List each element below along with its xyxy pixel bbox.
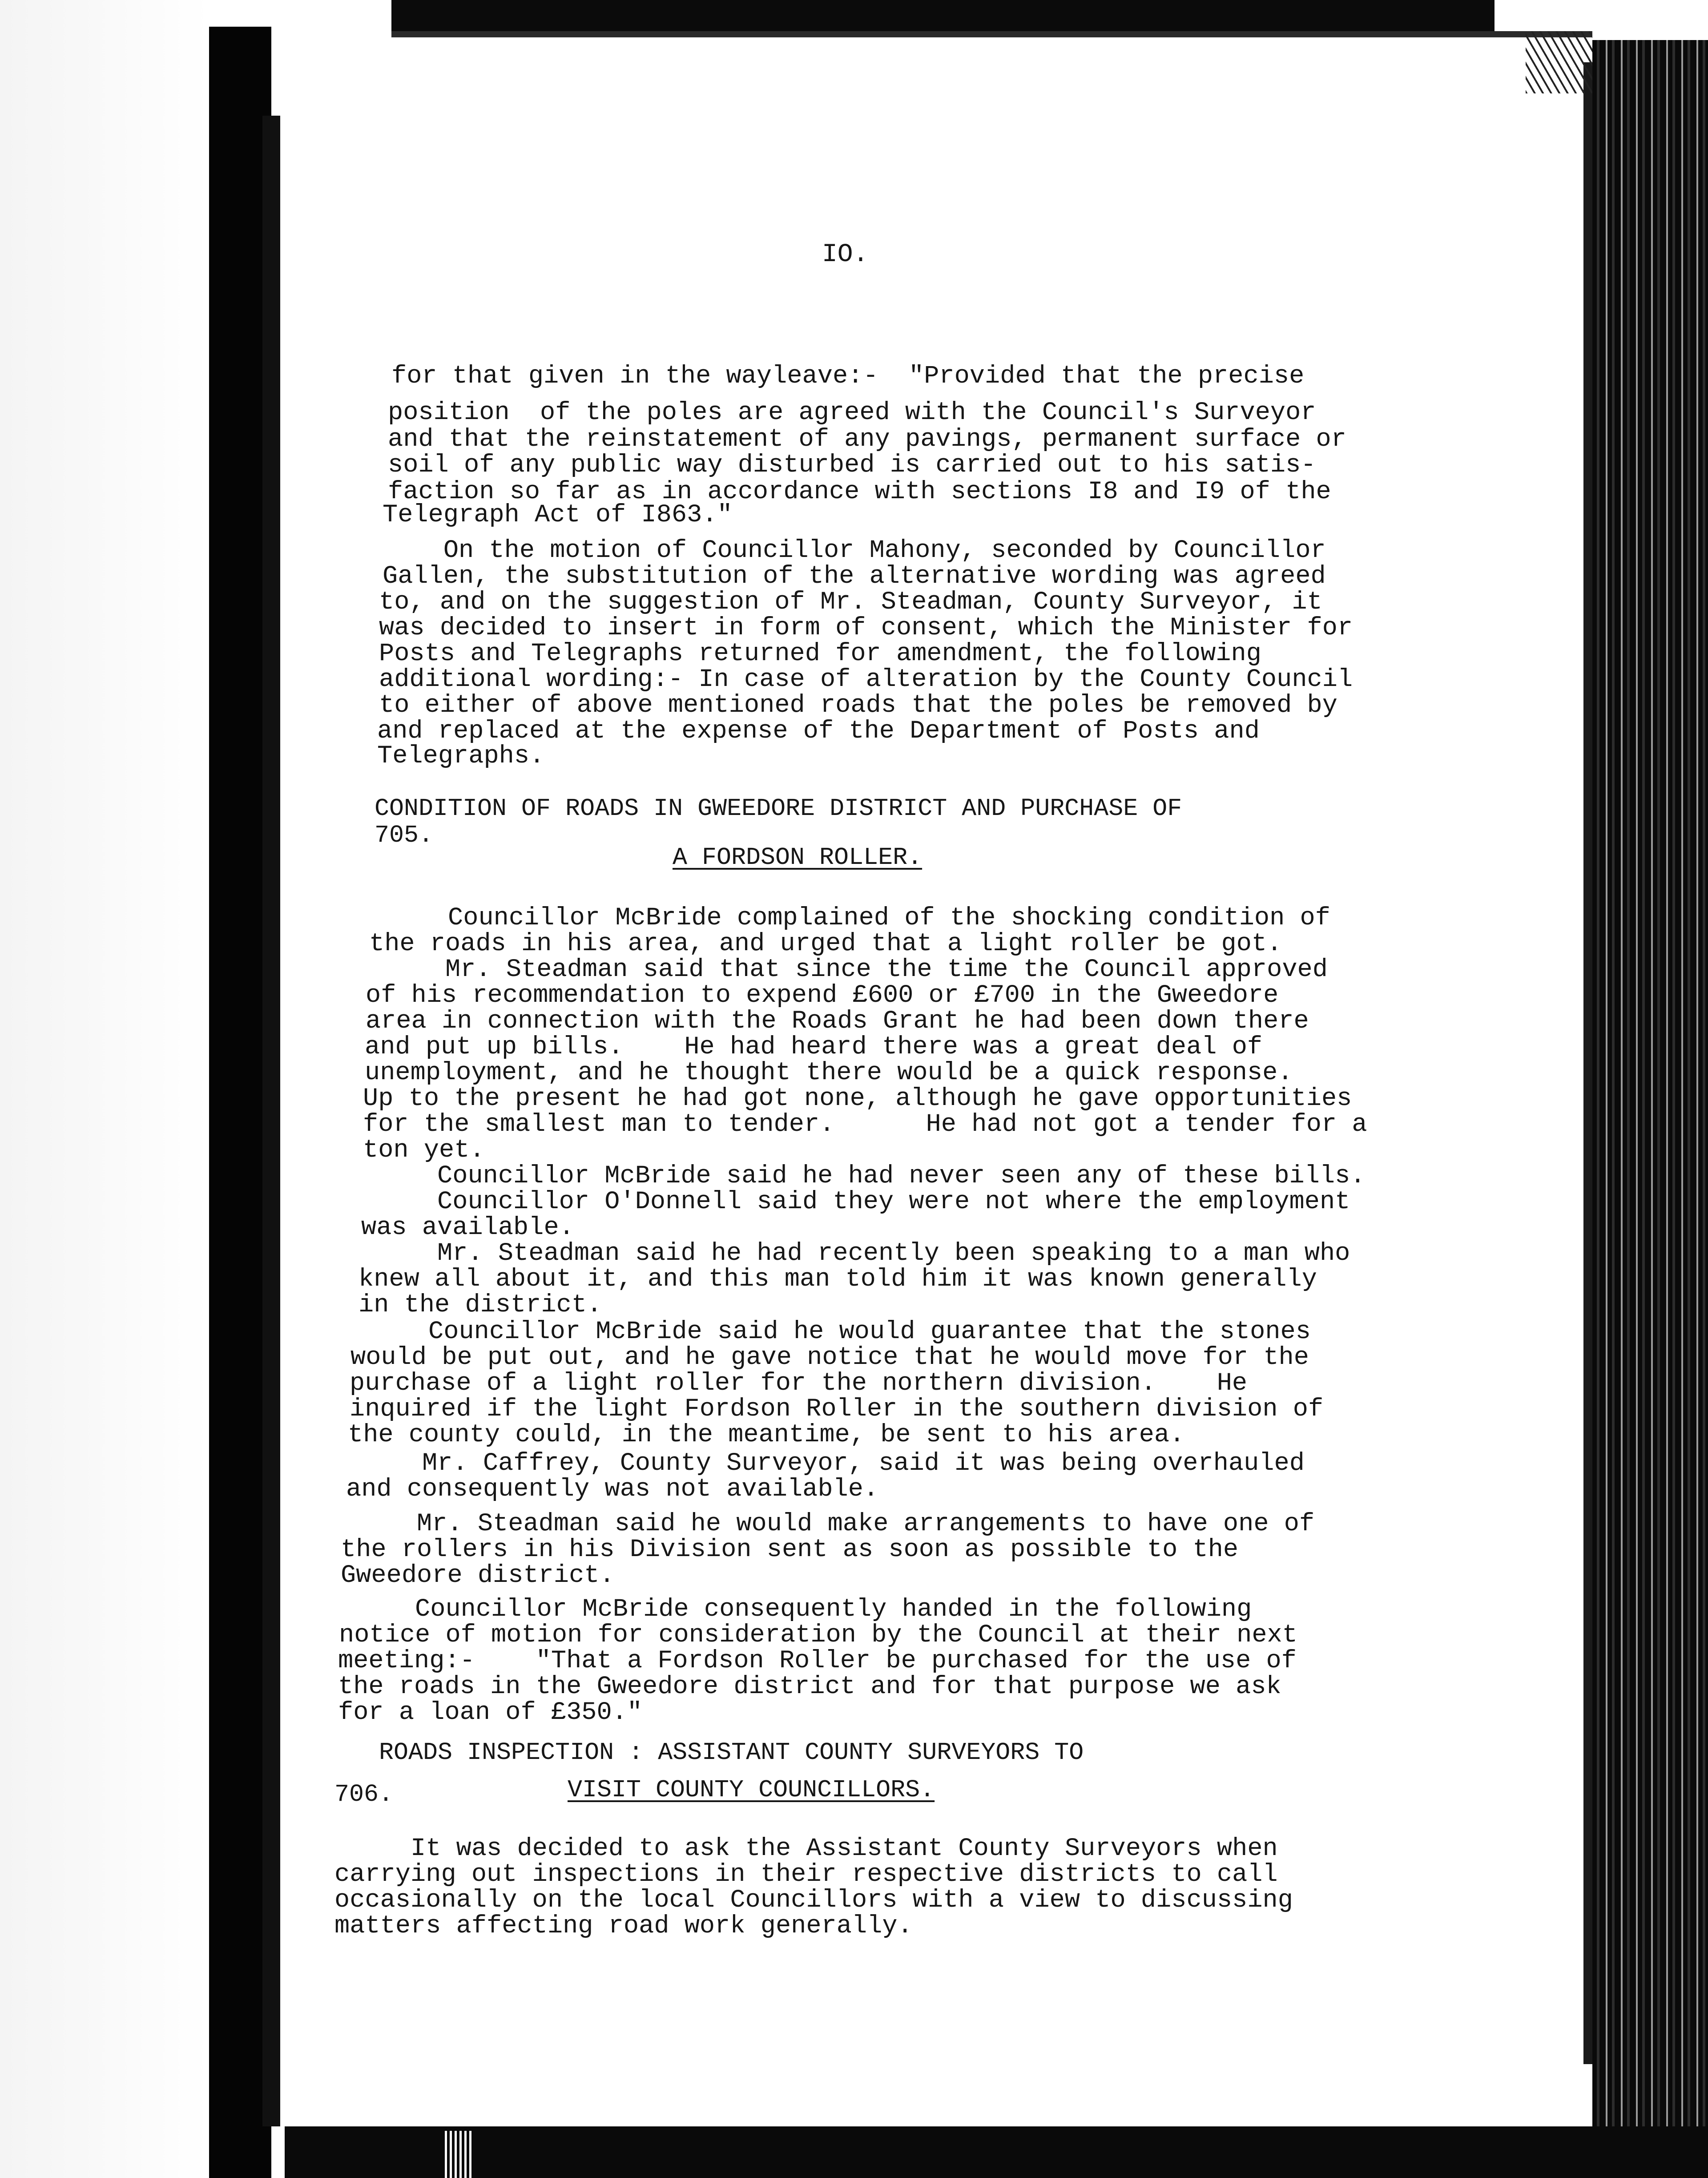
text-line: knew all about it, and this man told him it was known generally [359, 1265, 1317, 1294]
text-line: the rollers in his Division sent as soon as possible to the [341, 1536, 1239, 1564]
text-line: unemployment, and he thought there would be a quick response. [365, 1059, 1293, 1087]
text-line: Telegraphs. [377, 742, 545, 770]
text-line: of his recommendation to expend £600 or £700 in the Gweedore [366, 981, 1279, 1010]
book-page-edges [1592, 40, 1708, 2178]
text-line: and that the reinstatement of any pavings, permanent surface or [388, 425, 1346, 454]
text-line: additional wording:- In case of alteration by the County Council [379, 666, 1353, 694]
text-line: and put up bills. He had heard there was a great deal of [365, 1033, 1263, 1061]
section-706-heading: ROADS INSPECTION : ASSISTANT COUNTY SURVEYORS TO [379, 1738, 1084, 1767]
text-line: was available. [361, 1214, 574, 1242]
book-gutter [262, 116, 280, 2126]
text-line: for a loan of £350." [338, 1698, 643, 1727]
text-line: Up to the present he had got none, although he gave opportunities [363, 1085, 1352, 1113]
text-line: area in connection with the Roads Grant he had been down there [366, 1007, 1309, 1036]
text-line: to either of above mentioned roads that the poles be removed by [379, 691, 1337, 720]
text-line: On the motion of Councillor Mahony, seconded by Councillor [383, 536, 1326, 565]
text-line: notice of motion for consideration by the Council at their next [339, 1621, 1297, 1650]
text-line: ton yet. [363, 1136, 485, 1165]
text-line: faction so far as in accordance with sections I8 and I9 of the [388, 478, 1331, 506]
text-line: Councillor McBride said he had never seen any of these bills. [361, 1162, 1366, 1190]
text-line: Councillor McBride complained of the shocking condition of [372, 904, 1330, 932]
text-line: carrying out inspections in their respective districts to call [334, 1860, 1278, 1889]
page-corner-fold [1526, 31, 1592, 93]
page-right-shadow [1583, 62, 1592, 2064]
scan-left-margin [0, 0, 209, 2178]
text-line: Councillor McBride said he would guarantee that the stones [352, 1318, 1311, 1346]
text-line: It was decided to ask the Assistant County Surveyors when [334, 1835, 1278, 1863]
text-line: and consequently was not available. [346, 1475, 879, 1504]
section-705-heading: CONDITION OF ROADS IN GWEEDORE DISTRICT AND PURCHASE OF [375, 795, 1182, 823]
text-line: Councillor McBride consequently handed in the following [339, 1595, 1252, 1624]
scan-bottom-binding [445, 2131, 471, 2178]
text-line: the county could, in the meantime, be sent to his area. [348, 1421, 1185, 1449]
text-line: soil of any public way disturbed is carried out to his satis- [388, 451, 1316, 480]
minute-number-705: 705. [375, 821, 434, 849]
text-line: purchase of a light roller for the northern division. He [350, 1369, 1248, 1398]
text-line: to, and on the suggestion of Mr. Steadman, County Surveyor, it [379, 588, 1322, 617]
text-line: Gweedore district. [341, 1561, 615, 1590]
text-line: in the district. [359, 1291, 602, 1319]
page-number: IO. [822, 240, 869, 269]
text-line: Mr. Steadman said that since the time the Council approved [369, 956, 1328, 984]
text-line: meeting:- "That a Fordson Roller be purchased for the use of [338, 1647, 1297, 1675]
text-line: Mr. Caffrey, County Surveyor, said it was being overhauled [346, 1449, 1305, 1478]
scan-top-edge-shadow [391, 31, 1592, 37]
section-705-subheading: A FORDSON ROLLER. [673, 843, 922, 871]
scan-top-edge [391, 0, 1494, 31]
text-line: Mr. Steadman said he had recently been speaking to a man who [361, 1239, 1350, 1268]
text-line: Councillor O'Donnell said they were not where the employment [361, 1188, 1350, 1216]
text-line: the roads in his area, and urged that a light roller be got. [369, 930, 1282, 958]
text-line: Telegraph Act of I863." [383, 501, 733, 529]
scan-bottom-edge [285, 2126, 1708, 2178]
text-line: occasionally on the local Councillors with a view to discussing [334, 1886, 1293, 1915]
text-line: was decided to insert in form of consent, which the Minister for [379, 614, 1353, 642]
text-line: for the smallest man to tender. He had not got a tender for a [363, 1110, 1367, 1139]
text-line: Posts and Telegraphs returned for amendment, the following [379, 640, 1261, 668]
text-line: matters affecting road work generally. [334, 1912, 913, 1940]
text-line: Mr. Steadman said he would make arrangements to have one of [341, 1510, 1315, 1538]
text-line: would be put out, and he gave notice that he would move for the [350, 1343, 1309, 1372]
text-line: for that given in the wayleave:- "Provided that the precise [391, 362, 1305, 391]
text-line: the roads in the Gweedore district and for that purpose we ask [338, 1673, 1281, 1701]
minute-number-706: 706. [334, 1780, 394, 1808]
text-line: Gallen, the substitution of the alternative wording was agreed [383, 562, 1326, 591]
text-line: position of the poles are agreed with the Council's Surveyor [388, 399, 1316, 427]
section-706-subheading: VISIT COUNTY COUNCILLORS. [568, 1776, 935, 1804]
text-line: inquired if the light Fordson Roller in the southern division of [350, 1395, 1324, 1424]
text-line: and replaced at the expense of the Department of Posts and [377, 717, 1260, 746]
book-spine-shadow [209, 27, 271, 2178]
